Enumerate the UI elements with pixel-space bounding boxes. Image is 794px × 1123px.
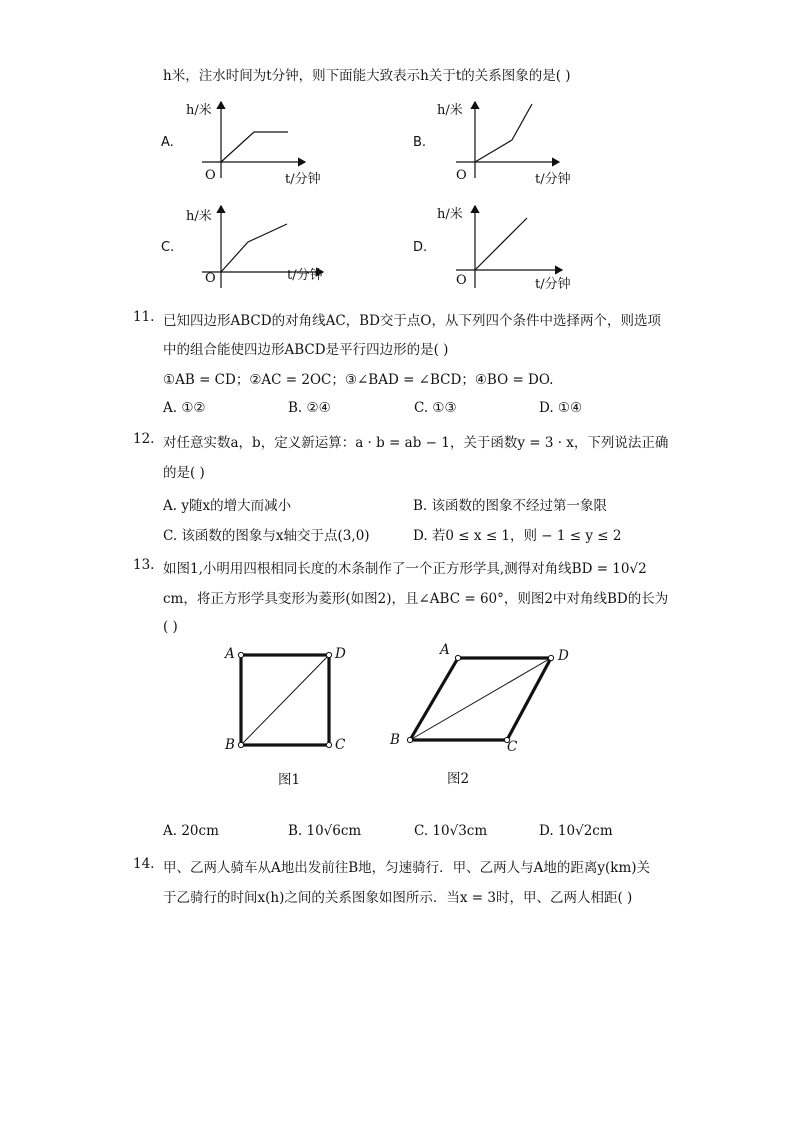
q12-option-d: D. 若0 ≤ x ≤ 1，则 − 1 ≤ y ≤ 2	[413, 528, 622, 544]
fig1-label-d: D	[335, 646, 346, 662]
q11-option-c: C. ①③	[414, 400, 457, 416]
fig1-label-b: B	[225, 737, 235, 753]
q14-line2: 于乙骑行的时间x(h)之间的关系图象如图所示．当x = 3时，甲、乙两人相距( )	[163, 890, 633, 906]
q12-option-c: C. 该函数的图象与x轴交于点(3,0)	[163, 528, 370, 544]
q10-option-c-letter: C.	[161, 240, 175, 255]
q13-number: 13.	[133, 557, 155, 573]
q14-number: 14.	[133, 856, 155, 872]
q10-stem-tail: h米，注水时间为t分钟，则下面能大致表示h关于t的关系图象的是( )	[163, 68, 571, 84]
q13-option-c: C. 10√3cm	[414, 823, 488, 839]
q10-b-origin: O	[456, 168, 467, 183]
q11-line1: 已知四边形ABCD的对角线AC，BD交于点O，从下列四个条件中选择两个，则选项	[163, 313, 661, 329]
q13-figure1-square	[220, 640, 350, 765]
fig2-label-a: A	[440, 642, 450, 658]
q14-line1: 甲、乙两人骑车从A地出发前往B地，匀速骑行．甲、乙两人与A地的距离y(km)关	[163, 860, 651, 876]
graph-line	[221, 132, 288, 162]
q10-d-origin: O	[456, 273, 467, 288]
q11-number: 11.	[133, 309, 155, 325]
q10-c-origin: O	[205, 271, 216, 286]
q10-c-ylabel: h/米	[186, 209, 212, 224]
q11-option-a: A. ①②	[163, 400, 206, 416]
q10-b-ylabel: h/米	[437, 103, 463, 118]
diagonal-bd	[241, 655, 329, 745]
q12-option-b: B. 该函数的图象不经过第一象限	[413, 498, 608, 514]
q13-option-a: A. 20cm	[163, 823, 219, 839]
q10-a-ylabel: h/米	[186, 103, 212, 118]
fig1-label-a: A	[225, 646, 235, 662]
q13-line2: cm，将正方形学具变形为菱形(如图2)，且∠ABC = 60°，则图2中对角线BD的长为	[163, 591, 669, 607]
q13-option-b: B. 10√6cm	[288, 823, 362, 839]
q10-a-xlabel: t/分钟	[285, 172, 321, 187]
q11-conditions: ①AB = CD；②AC = 2OC；③∠BAD = ∠BCD；④BO = DO.	[163, 372, 554, 388]
q12-number: 12.	[133, 431, 155, 447]
q13-figure2-rhombus	[398, 645, 568, 755]
fig1-caption: 图1	[278, 772, 301, 788]
q10-a-origin: O	[205, 168, 216, 183]
q13-line1: 如图1,小明用四根相同长度的木条制作了一个正方形学具,测得对角线BD = 10√2	[163, 561, 647, 577]
q12-line2: 的是( )	[163, 465, 205, 481]
q11-option-b: B. ②④	[288, 400, 331, 416]
q10-d-xlabel: t/分钟	[535, 277, 571, 292]
q13-option-d: D. 10√2cm	[539, 823, 613, 839]
q12-line1: 对任意实数a，b，定义新运算：a · b = ab − 1，关于函数y = 3 · x，下列说法正确	[163, 435, 669, 451]
q10-b-xlabel: t/分钟	[535, 172, 571, 187]
fig2-caption: 图2	[447, 771, 470, 787]
fig2-label-b: B	[390, 732, 400, 748]
fig2-label-c: C	[507, 739, 518, 755]
q10-option-a-letter: A.	[161, 135, 174, 150]
q10-c-xlabel: t/分钟	[287, 268, 323, 283]
q12-option-a: A. y随x的增大而减小	[163, 498, 292, 514]
fig1-label-c: C	[335, 737, 346, 753]
q10-option-b-letter: B.	[413, 135, 427, 150]
q11-option-d: D. ①④	[539, 400, 583, 416]
q11-line2: 中的组合能使四边形ABCD是平行四边形的是( )	[163, 342, 449, 358]
fig2-label-d: D	[558, 648, 569, 664]
q13-line3: ( )	[163, 619, 178, 635]
q10-d-ylabel: h/米	[437, 207, 463, 222]
q10-option-d-letter: D.	[413, 240, 428, 255]
